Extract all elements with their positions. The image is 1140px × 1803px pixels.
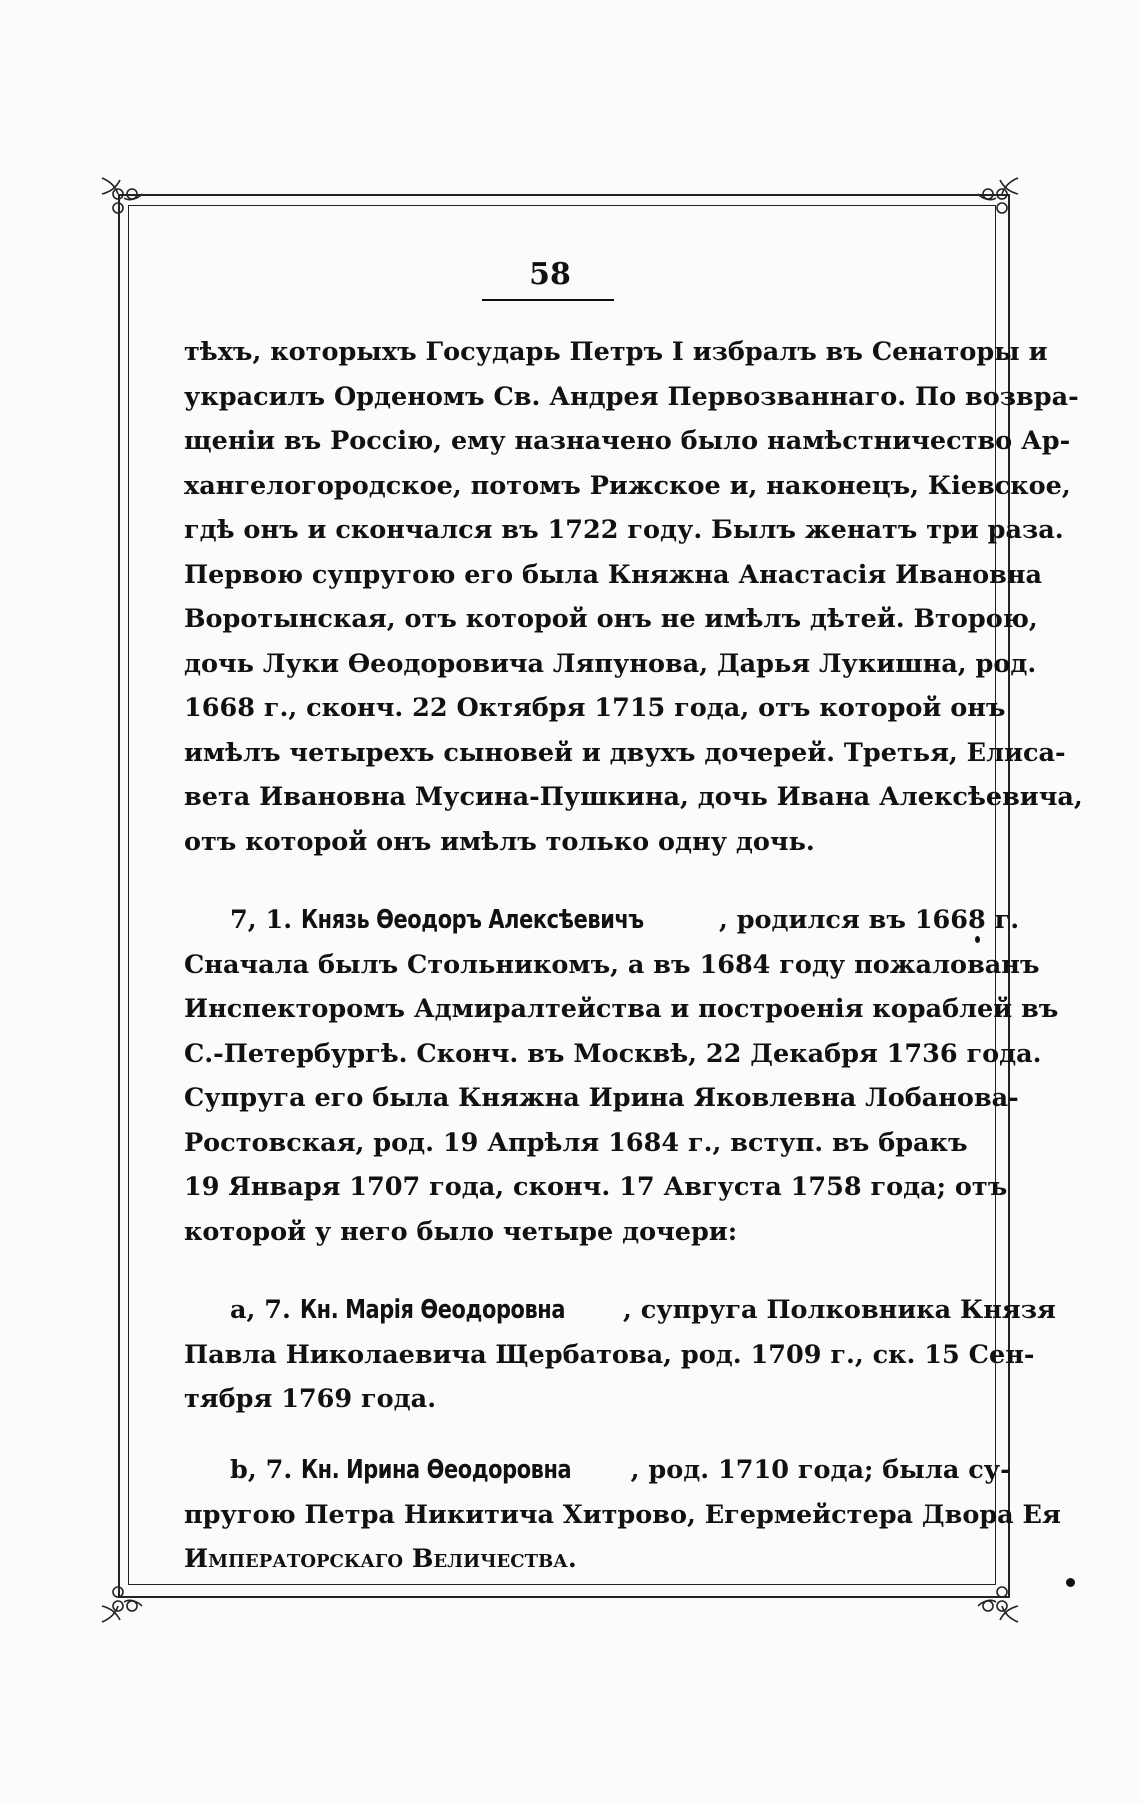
entry-first-rest: , род. 1710 года; была су- bbox=[630, 1455, 1011, 1485]
entry-heading-line bbox=[184, 1288, 1056, 1333]
page-number: 58 bbox=[529, 257, 571, 292]
entry-name: Кн. Ирина Өеодоровна bbox=[301, 1455, 572, 1485]
text-line: Воротынская, отъ которой онъ не имѣлъ дѣтей. Второю, bbox=[184, 604, 1038, 634]
entry-heading-line bbox=[184, 1448, 1011, 1493]
text-line: 1668 г., сконч. 22 Октября 1715 года, отъ которой онъ bbox=[184, 693, 1006, 723]
text-line: С.-Петербургѣ. Сконч. въ Москвѣ, 22 Декабря 1736 года. bbox=[184, 1038, 1042, 1069]
corner-ornament-icon bbox=[96, 172, 154, 230]
text-line: пругою Петра Никитича Хитрово, Егермейстера Двора Ея bbox=[184, 1499, 1061, 1530]
text-line: Инспекторомъ Адмиралтейства и построенія кораблей въ bbox=[184, 994, 1059, 1024]
text-line: которой у него было четыре дочери: bbox=[184, 1216, 738, 1247]
text-line: дочь Луки Өеодоровича Ляпунова, Дарья Лукишна, род. bbox=[184, 648, 1037, 679]
text-line: Сначала былъ Стольникомъ, а въ 1684 году пожалованъ bbox=[184, 949, 1040, 980]
paragraph-2 bbox=[184, 898, 1059, 1254]
text-line: гдѣ онъ и скончался въ 1722 году. Былъ женатъ три раза. bbox=[184, 515, 1064, 545]
ink-speck bbox=[975, 936, 980, 943]
text-line: вета Ивановна Мусина-Пушкина, дочь Ивана Алексѣевича, bbox=[184, 782, 1083, 812]
entry-name: Князь Өеодоръ Алексѣевичъ bbox=[301, 905, 644, 935]
entry-number: b, 7. bbox=[230, 1455, 293, 1485]
text-line: Павла Николаевича Щербатова, род. 1709 г., ск. 15 Сен- bbox=[184, 1339, 1035, 1370]
text-line: щеніи въ Россію, ему назначено было намѣстничество Ар- bbox=[184, 426, 1071, 456]
text-line: Ростовская, род. 19 Апрѣля 1684 г., вступ. въ бракъ bbox=[184, 1127, 968, 1158]
ink-speck bbox=[1066, 1578, 1075, 1587]
entry-name: Кн. Марія Өеодоровна bbox=[299, 1295, 565, 1325]
paragraph-4 bbox=[184, 1448, 1061, 1582]
entry-first-rest: , супруга Полковника Князя bbox=[623, 1295, 1056, 1325]
text-line: украсилъ Орденомъ Св. Андрея Первозваннаго. По возвра- bbox=[184, 381, 1079, 412]
text-line: хангелогородское, потомъ Рижское и, наконецъ, Кіевское, bbox=[184, 470, 1071, 501]
text-line: 19 Января 1707 года, сконч. 17 Августа 1758 года; отъ bbox=[184, 1172, 1008, 1202]
page-number-rule bbox=[482, 299, 614, 301]
text-line: Императорскаго Величества. bbox=[184, 1544, 577, 1574]
text-line: тѣхъ, которыхъ Государь Петръ I избралъ въ Сенаторы и bbox=[184, 337, 1048, 367]
corner-ornament-icon bbox=[96, 1570, 154, 1628]
paragraph-3 bbox=[184, 1288, 1056, 1422]
text-line: Супруга его была Княжна Ирина Яковлевна Лобанова- bbox=[184, 1083, 1019, 1113]
text-line: Первою супругою его была Княжна Анастасія Ивановна bbox=[184, 559, 1043, 590]
entry-heading-line bbox=[184, 898, 1020, 943]
corner-ornament-icon bbox=[966, 1570, 1024, 1628]
entry-number: a, 7. bbox=[230, 1295, 291, 1325]
corner-ornament-icon bbox=[966, 172, 1024, 230]
text-line: имѣлъ четырехъ сыновей и двухъ дочерей. Третья, Елиса- bbox=[184, 737, 1066, 768]
entry-number: 7, 1. bbox=[230, 905, 293, 935]
text-line: тября 1769 года. bbox=[184, 1384, 437, 1414]
text-line: отъ которой онъ имѣлъ только одну дочь. bbox=[184, 826, 815, 857]
paragraph-1 bbox=[184, 330, 1083, 864]
entry-first-rest: , родился въ 1668 г. bbox=[718, 905, 1020, 935]
